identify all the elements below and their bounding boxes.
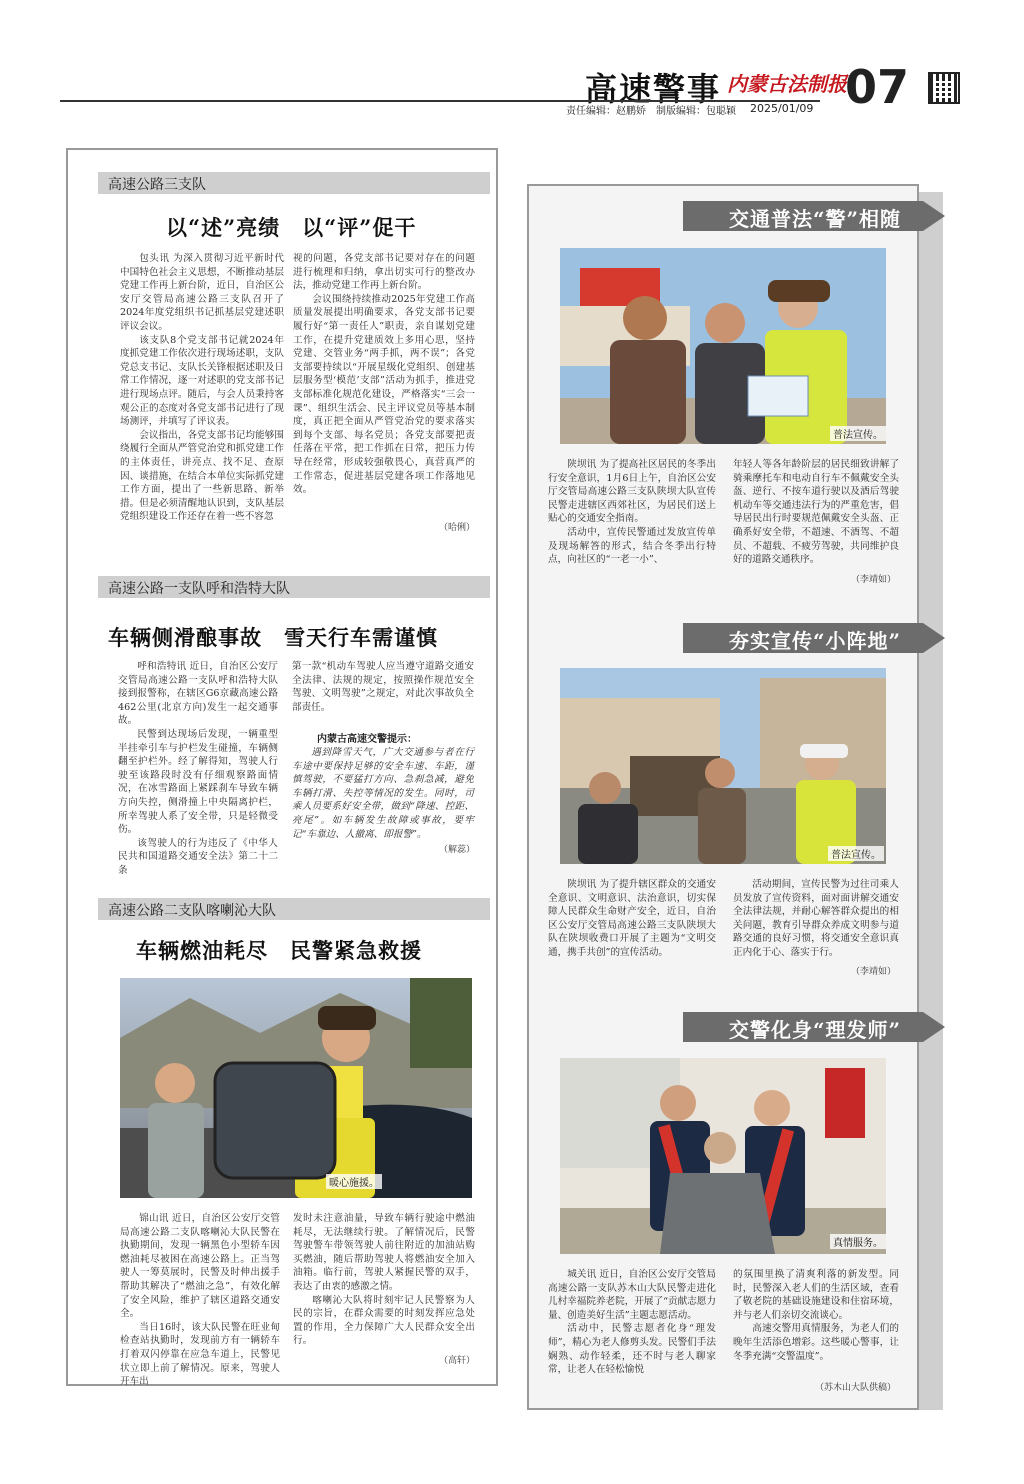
right-3-photo-caption: 真情服务。 <box>830 1234 886 1249</box>
right-3-banner: 交警化身“理发师” <box>683 1012 923 1042</box>
article-3-col1: 锦山讯 近日，自治区公安厅交管局高速公路二支队喀喇沁大队民警在执勤期间，发现一辆黑色小型轿车因燃油耗尽被困在高速公路上。正当驾驶人一筹莫展时，民警及时伸出援手帮助其解决了“燃油之急”，有效化解了安全风险，维护了辖区道路交通安全。 当日16时，该大队民警在旺业甸检查站执勤时，发现前方有一辆轿车打着双闪停靠在应急车道上，民警见状立即上前了解情况。原来，驾驶人开车出 <box>120 1213 280 1388</box>
right-2-photo <box>560 668 886 864</box>
article-2-sign: （解蕊） <box>438 845 475 855</box>
article-1-col2: 视的问题，各党支部书记要对存在的问题进行梳理和归纳，拿出切实可行的整改办法，推动党建工作再上新台阶。 会议围绕持续推动2025年党建工作高质量发展提出明确要求，各党支部书记要履行好“第一责任人”职责，亲自谋划党建工作，在提升党建质效上多用心思，坚持党建、交管业务“两手抓，两不误”；各党支部要持续以“开展星级化党组织、创建基层服务型‘模范’支部”活动为抓手，推进党支部标准化规范化建设，严格落实“三会一课”、组织生活会、民主评议党员等基本制度，真正把全面从严管党治党的要求落实到每个支部、每名党员；各党支部要把责任落在平常，把工作抓在日常，把压力传导在经常，形成较强敬畏心，真营真严的工作常态，促进基层党建各项工作落地见效。 <box>293 253 475 496</box>
article-1-sign: （哈俐） <box>438 523 475 533</box>
article-3-headline: 车辆燃油耗尽 民警紧急救援 <box>136 938 422 963</box>
article-3-photo <box>120 978 472 1198</box>
article-1-col1: 包头讯 为深入贯彻习近平新时代中国特色社会主义思想，不断推动基层党建工作再上新台阶，近日，自治区公安厅交管局高速公路三支队召开了2024年度党组织书记抓基层党建述职评议会议。 该支队8个党支部书记就2024年度抓党建工作依次进行现场述职，支队党总支书记、支队长关锋根据述职及日常工作情况，逐一对述职的党支部书记进行现场点评。随后，与会人员秉持客观公正的态度对各党支部书记进行了现场测评，并填写了评议表。 会议指出，各党支部书记均能够围绕履行全面从严管党治党和抓党建工作的主体责任，讲亮点、找不足、查原因、谈措施，在结合本单位实际抓党建工作方面，提出了一些新思路、新举措。但是必须清醒地认识到，支队基层党组织建设工作还存在着一些不容忽 <box>120 253 284 523</box>
article-1-headline: 以“述”亮绩 以“评”促干 <box>166 215 417 240</box>
right-1-col1: 陕坝讯 为了提高社区居民的冬季出行安全意识，1月6日上午，自治区公安厅交管局高速公路三支队陕坝大队宣传民警走进辖区西郊社区，为居民们送上贴心的交通安全指南。 活动中，宣传民警通过发放宣传单及现场解答的形式，结合冬季出行特点，向社区的“一老一小”、 <box>548 459 716 566</box>
barber-service-photo-image <box>560 1058 886 1254</box>
right-3-col2: 的氛围里换了清爽利落的新发型。同时，民警深入老人们的生活区域，查看了敬老院的基础设施建设和住宿环境，并与老人们亲切交流谈心。 高速交警用真情服务，为老人们的晚年生活添色增彩。这些暖心警事，让冬季充满“交警温度”。 <box>733 1269 899 1362</box>
article-2-col2: 第一款“机动车驾驶人应当遵守道路交通安全法律、法规的规定，按照操作规范安全驾驶、文明驾驶”之规定，对此次事故负全部责任。 <box>292 661 474 713</box>
right-2-col2: 活动期间，宣传民警为过往司乘人员发放了宣传资料，面对面讲解交通安全法律法规，并耐心解答群众提出的相关问题，教育引导群众养成文明参与道路交通的良好习惯，将交通安全意识真正内化于心、落实于行。 <box>733 879 899 958</box>
right-1-banner: 交通普法“警”相随 <box>683 201 923 231</box>
right-1-col2: 年轻人等各年龄阶层的居民细致讲解了骑乘摩托车和电动自行车不佩戴安全头盔、逆行、不按车道行驶以及酒后驾驶机动车等交通违法行为的严重危害，倡导居民出行时要规范佩戴安全头盔、正确系好安全带，不超速、不酒驾、不超员、不超载、不疲劳驾驶，共同维护良好的道路交通秩序。 <box>733 459 899 566</box>
right-3-col1: 城关讯 近日，自治区公安厅交管局高速公路一支队苏木山大队民警走进化儿村幸福院养老院，开展了“贡献志愿力量、创造美好生活”主题志愿活动。 活动中，民警志愿者化身“理发师”，精心为老人修剪头发。民警们手法娴熟、动作轻柔，还不时与老人聊家常，让老人在轻松愉悦 <box>548 1269 716 1376</box>
right-1-photo-caption: 普法宣传。 <box>830 426 886 441</box>
legal-publicity-photo-image <box>560 248 886 444</box>
section-title: 高速警事 <box>585 70 722 108</box>
article-2-headline: 车辆侧滑酿事故 雪天行车需谨慎 <box>108 625 438 650</box>
newspaper-logo: 内蒙古法制报 <box>727 72 847 96</box>
article-3-tag: 高速公路二支队喀喇沁大队 <box>98 898 490 920</box>
right-2-sign: （李靖如） <box>850 967 896 977</box>
right-2-photo-caption: 普法宣传。 <box>828 846 884 861</box>
right-1-sign: （李靖如） <box>850 575 896 585</box>
article-3-sign: （高轩） <box>438 1356 475 1366</box>
article-3-photo-caption: 暖心施援。 <box>326 1174 382 1189</box>
right-3-photo <box>560 1058 886 1254</box>
editors: 责任编辑：赵鹏娇 制版编辑：包聪颖 <box>566 106 736 117</box>
right-2-col1: 陕坝讯 为了提升辖区群众的交通安全意识、文明意识、法治意识，切实保障人民群众生命财产安全，近日，自治区公安厅交管局高速公路三支队陕坝大队在陕坝收费口开展了主题为“文明交通，携手共创”的宣传活动。 <box>548 879 716 958</box>
rescue-photo-image <box>120 978 472 1198</box>
right-1-photo <box>560 248 886 444</box>
article-2-tip-title: 内蒙古高速交警提示： <box>317 734 417 745</box>
article-1-tag: 高速公路三支队 <box>98 172 490 194</box>
right-2-banner: 夯实宣传“小阵地” <box>683 623 923 653</box>
issue-date: 2025/01/09 <box>750 102 814 115</box>
right-3-sign: （苏木山大队供稿） <box>814 1383 896 1393</box>
qr-code-icon <box>928 72 960 104</box>
article-3-col2: 发时未注意油量，导致车辆行驶途中燃油耗尽，无法继续行驶。了解情况后，民警驾驶警车带领驾驶人前往附近的加油站购买燃油，随后帮助驾驶人将燃油安全加入油箱。临行前，驾驶人紧握民警的双手，表达了由衷的感激之情。 喀喇沁大队将时刻牢记人民警察为人民的宗旨，在群众需要的时刻发挥应急处置的作用，全力保障广大人民群众安全出行。 <box>293 1213 475 1347</box>
article-2-col1: 呼和浩特讯 近日，自治区公安厅交管局高速公路一支队呼和浩特大队接到报警称，在辖区G6京藏高速公路462公里(北京方向)发生一起交通事故。 民警到达现场后发现，一辆重型半挂牵引车与护栏发生碰撞，车辆侧翻至护栏外。经了解得知，驾驶人行驶至该路段时没有仔细观察路面情况，在冰雪路面上紧踩刹车导致车辆方向失控，侧滑撞上中央隔离护栏，所幸驾驶人系了安全带，只是轻微受伤。 该驾驶人的行为违反了《中华人民共和国道路交通安全法》第二十二条 <box>118 661 278 876</box>
article-2-tag: 高速公路一支队呼和浩特大队 <box>98 576 490 598</box>
article-2-tip: 遇到降雪天气，广大交通参与者在行车途中要保持足够的安全车速、车距，谨慎驾驶，不要猛打方向、急刹急减，避免车辆打滑、失控等情况的发生。同时，司乘人员要系好安全带，做到“降速、控距、亮尾”。如车辆发生故障或事故，要牢记“车靠边、人撤离、即报警”。 <box>292 747 474 840</box>
right-shadow <box>919 192 943 1410</box>
toll-station-publicity-photo-image <box>560 668 886 864</box>
page-number: 07 <box>845 60 910 114</box>
